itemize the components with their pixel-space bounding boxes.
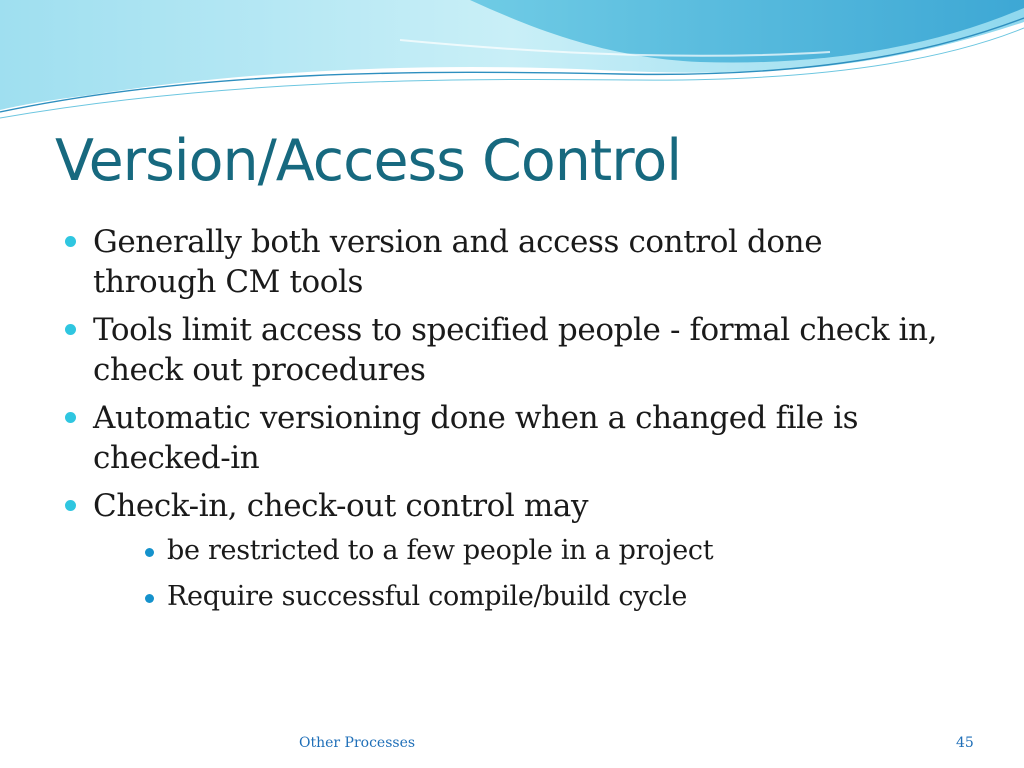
header-wave-decoration [0,0,1024,130]
bullet-item [60,310,990,390]
bullet-line: check out procedures [93,352,426,388]
sub-bullet-item [93,576,990,618]
sub-bullet-item [93,530,990,572]
bullet-dot-icon [65,324,76,335]
page-number: 45 [956,735,974,751]
bullet-line: through CM tools [93,264,364,300]
bullet-dot-icon [65,412,76,423]
slide-title: Version/Access Control [55,128,682,194]
bullet-line: Automatic versioning done when a changed file is [93,400,859,436]
bullet-dot-icon [65,236,76,247]
bullet-item [60,222,990,302]
sub-bullet-text: Require successful compile/build cycle [167,581,687,612]
bullet-dot-icon [65,500,76,511]
bullet-line: Check-in, check-out control may [93,488,589,524]
bullet-item [60,398,990,478]
bullet-list [60,222,990,626]
bullet-line: checked-in [93,440,260,476]
sub-bullet-dot-icon [145,594,154,603]
bullet-item [60,486,990,618]
sub-bullet-list [93,530,990,618]
sub-bullet-text: be restricted to a few people in a project [167,535,714,566]
sub-bullet-dot-icon [145,548,154,557]
bullet-line: Tools limit access to specified people - formal check in, [93,312,938,348]
bullet-line: Generally both version and access control done [93,224,823,260]
footer-label: Other Processes [299,735,416,751]
